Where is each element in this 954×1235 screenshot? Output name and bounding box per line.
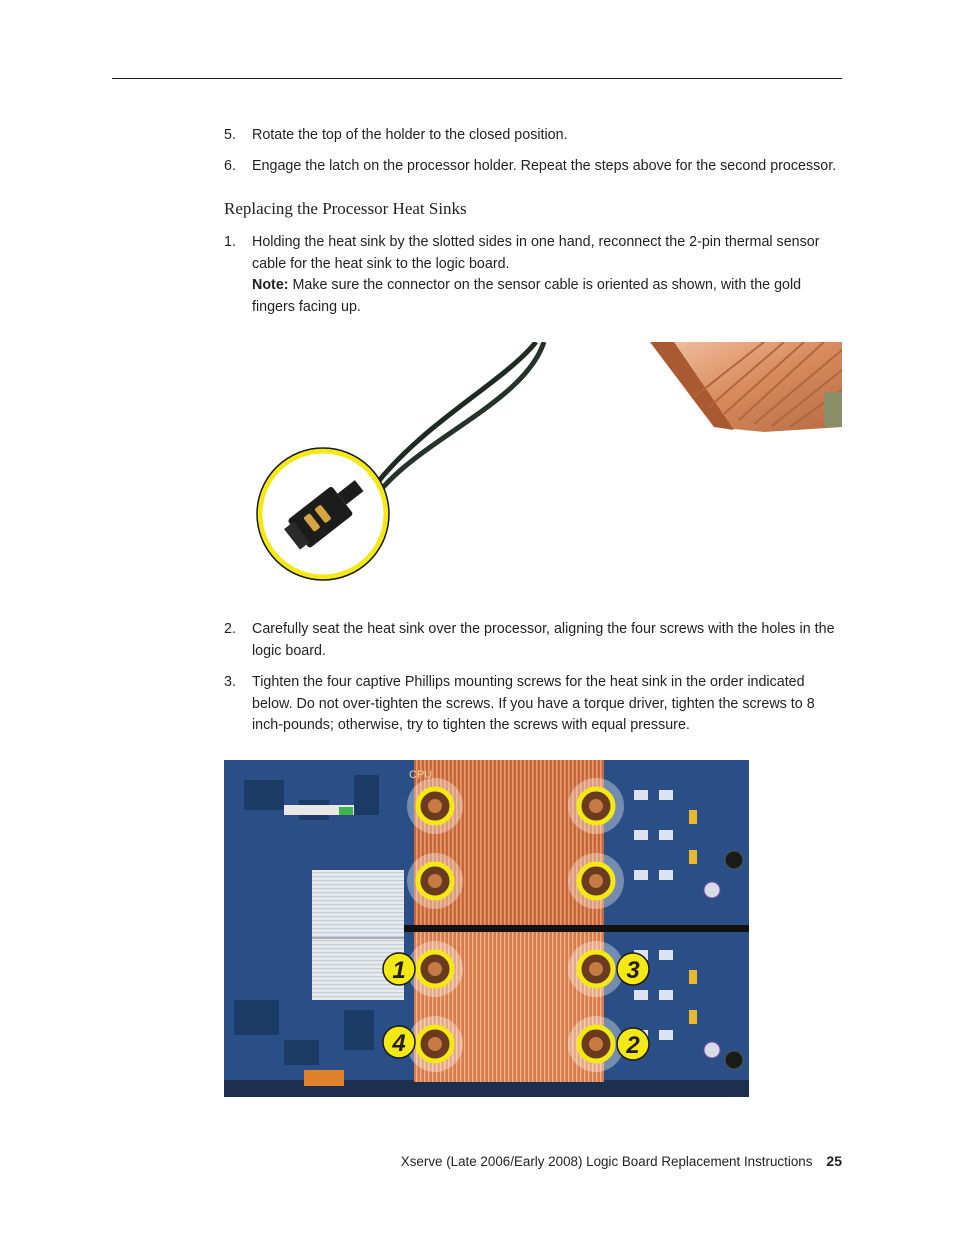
step-note bbox=[252, 275, 842, 318]
board-standoff bbox=[725, 851, 743, 869]
sensor-cable-figure bbox=[224, 342, 842, 587]
step-3 bbox=[224, 672, 842, 737]
callout-1 bbox=[383, 953, 415, 985]
sensor-wire bbox=[379, 342, 544, 492]
step-text: Carefully seat the heat sink over the processor, aligning the four screws with the holes in the logic board. bbox=[252, 621, 835, 659]
note-text: Make sure the connector on the sensor cable is oriented as shown, with the gold fingers facing up. bbox=[252, 277, 802, 315]
step-number: 1. bbox=[224, 234, 236, 250]
footer-title: Xserve (Late 2006/Early 2008) Logic Board Replacement Instructions bbox=[400, 1154, 813, 1169]
step-text: Holding the heat sink by the slotted sides in one hand, reconnect the 2-pin thermal sensor cable for the heat sink to the logic board. bbox=[252, 234, 820, 272]
note-label: Note: bbox=[252, 277, 289, 293]
board-cpu-label: CPU bbox=[409, 769, 433, 781]
screw-upper-left-2 bbox=[407, 853, 463, 909]
page-number: 25 bbox=[826, 1153, 842, 1169]
heat-sink-corner bbox=[650, 342, 842, 432]
callout-4 bbox=[383, 1026, 415, 1058]
screw-upper-right bbox=[568, 778, 624, 834]
board-standoff bbox=[725, 1051, 743, 1069]
page-footer bbox=[401, 1153, 842, 1169]
callout-2 bbox=[617, 1028, 649, 1060]
svg-text:3: 3 bbox=[626, 957, 640, 984]
svg-text:4: 4 bbox=[392, 1030, 406, 1057]
step-6 bbox=[224, 156, 842, 178]
step-1 bbox=[224, 232, 842, 318]
step-2 bbox=[224, 619, 842, 662]
callout-3 bbox=[617, 953, 649, 985]
screw-3 bbox=[568, 941, 624, 997]
step-number: 2. bbox=[224, 621, 236, 637]
orange-connector bbox=[304, 1070, 344, 1086]
svg-text:1: 1 bbox=[392, 957, 406, 984]
step-number: 5. bbox=[224, 127, 236, 143]
step-number: 6. bbox=[224, 158, 236, 174]
sensor-wire bbox=[374, 342, 536, 487]
step-5 bbox=[224, 125, 842, 147]
step-text: Tighten the four captive Phillips mounting screws for the heat sink in the order indicated below. Do not over-tighten the screws. If you have a torque driver, tighten the screws to 8 inch-pounds; otherwise, try to tighten the screws with equal pressure. bbox=[252, 674, 815, 733]
section-heading: Replacing the Processor Heat Sinks bbox=[224, 199, 467, 218]
screw-order-figure bbox=[224, 760, 842, 1097]
step-text: Engage the latch on the processor holder. Repeat the steps above for the second processor. bbox=[252, 158, 837, 174]
screw-upper-left bbox=[407, 778, 463, 834]
header-rule bbox=[112, 78, 842, 79]
step-number: 3. bbox=[224, 674, 236, 690]
step-text: Rotate the top of the holder to the closed position. bbox=[252, 127, 568, 143]
svg-text:2: 2 bbox=[626, 1032, 640, 1059]
screw-2 bbox=[568, 1016, 624, 1072]
screw-upper-right-2 bbox=[568, 853, 624, 909]
